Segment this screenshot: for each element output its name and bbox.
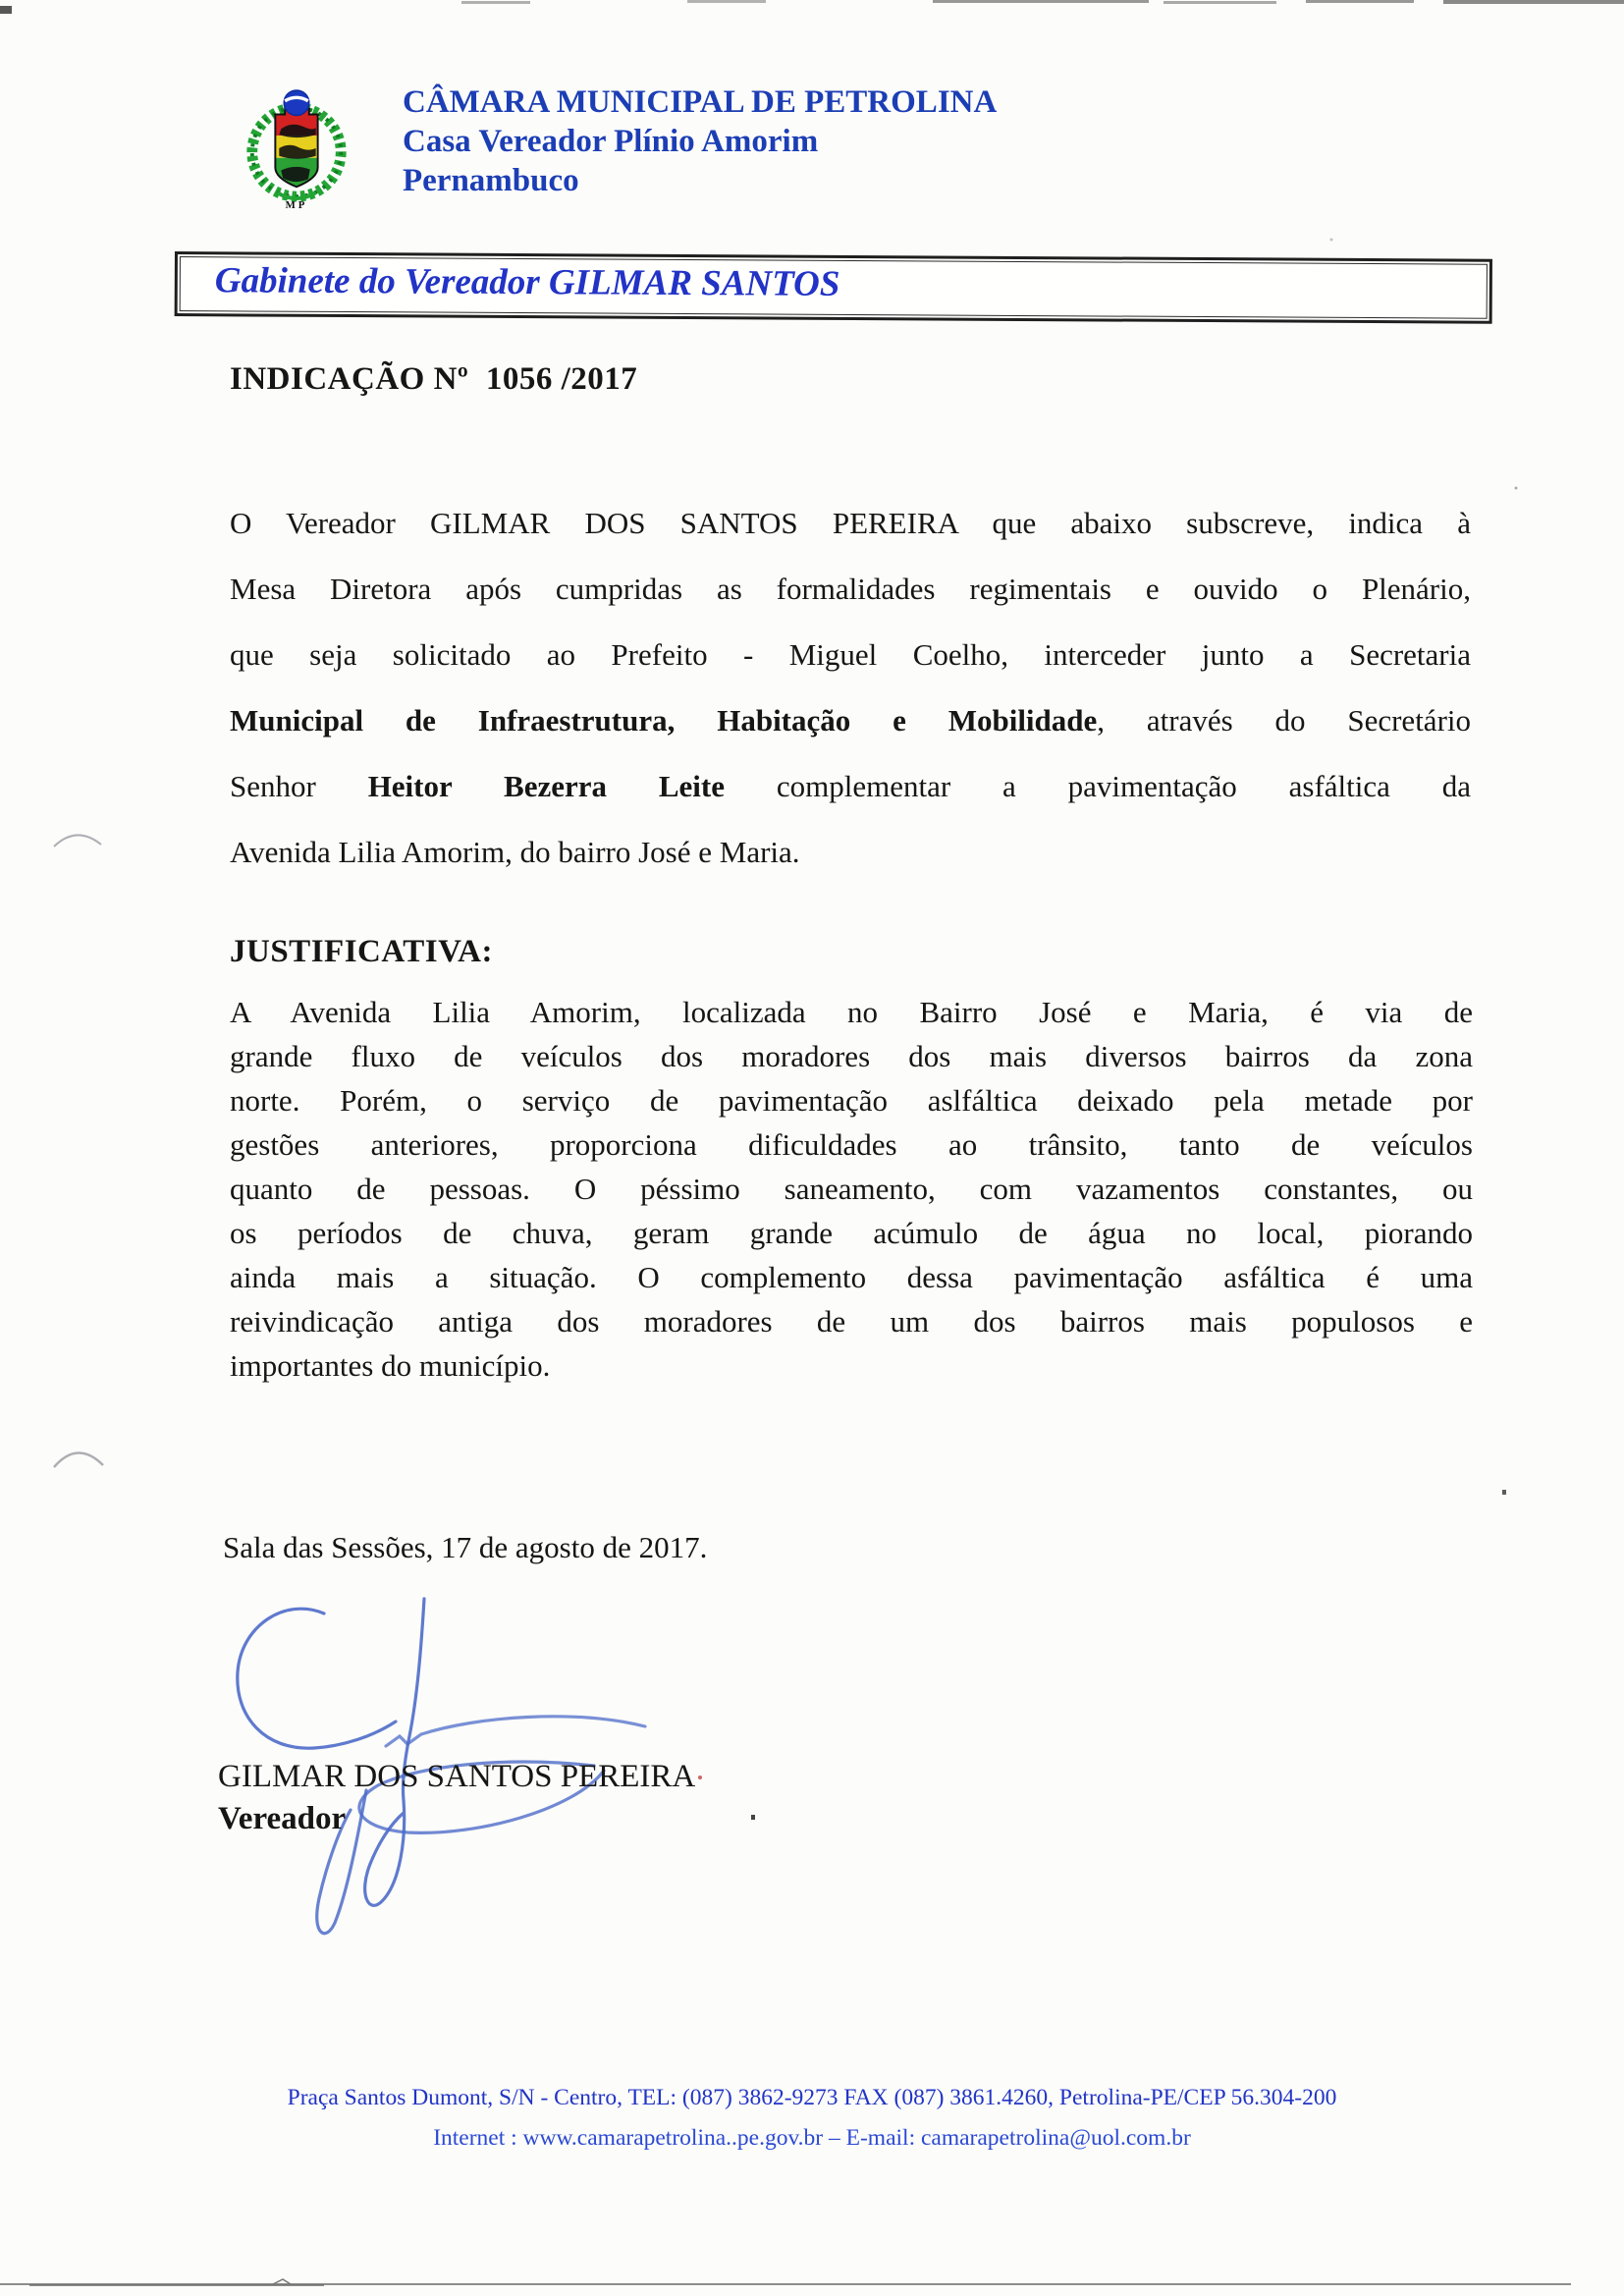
org-name: CÂMARA MUNICIPAL DE PETROLINA [403,84,998,120]
text-line: Senhor Heitor Bezerra Leite complementar a pavimentação asfáltica da [230,769,1472,803]
text-line: importantes do município. [230,1348,551,1383]
session-date-line: Sala das Sessões, 17 de agosto de 2017. [223,1530,708,1564]
document-title: INDICAÇÃO Nº 1056 /2017 [230,361,638,397]
text-line: norte. Porém, o serviço de pavimentação aslfáltica deixado pela metade por [230,1083,1473,1118]
text-line: O Vereador GILMAR DOS SANTOS PEREIRA que abaixo subscreve, indica à [230,506,1471,540]
text-line: grande fluxo de veículos dos moradores dos mais diversos bairros da zona [230,1039,1473,1073]
crest-monogram: MP [285,198,308,210]
text-line: Mesa Diretora após cumpridas as formalidades regimentais e ouvido o Plenário, [230,572,1471,606]
office-banner-label: Gabinete do Vereador GILMAR SANTOS [214,260,840,304]
left-margin-arc [54,835,101,847]
footer-contact-block [125,2078,1499,2159]
text-line: ainda mais a situação. O complemento dessa pavimentação asfáltica é uma [230,1260,1473,1294]
text-line: reivindicação antiga dos moradores de um dos bairros mais populosos e [230,1304,1473,1339]
justificativa-heading: JUSTIFICATIVA: [230,934,494,969]
signer-name: GILMAR DOS SANTOS PEREIRA [218,1759,696,1794]
text-line: A Avenida Lilia Amorim, localizada no Bairro José e Maria, é via de [230,995,1473,1029]
footer-address-line: Praça Santos Dumont, S/N - Centro, TEL: (087) 3862-9273 FAX (087) 3861.4260, Petrolina-PE/CEP 56.304-200 [287,2085,1337,2110]
body-paragraph-2 [230,990,1473,1388]
org-subtitle: Casa Vereador Plínio Amorim [403,124,819,159]
globe [284,90,309,116]
signer-role: Vereador [218,1801,347,1836]
body-paragraph-1 [230,490,1471,885]
document-header [0,0,1624,236]
footer-internet-line: Internet : www.camarapetrolina..pe.gov.br – E-mail: camarapetrolina@uol.com.br [433,2125,1191,2151]
coat-of-arms-logo [239,79,354,210]
left-margin-arc [54,1452,103,1467]
org-title-block [403,82,997,200]
text-line: que seja solicitado ao Prefeito - Miguel Coelho, interceder junto a Secretaria [230,637,1471,672]
office-banner-box [175,251,1492,324]
text-line: quanto de pessoas. O péssimo saneamento, com vazamentos constantes, ou [230,1172,1473,1206]
text-line: Avenida Lilia Amorim, do bairro José e Maria. [230,835,800,869]
org-state: Pernambuco [403,163,579,198]
text-line: gestões anteriores, proporciona dificuldades ao trânsito, tanto de veículos [230,1127,1473,1162]
text-line: Municipal de Infraestrutura, Habitação e Mobilidade, através do Secretário [230,703,1471,738]
text-line: os períodos de chuva, geram grande acúmulo de água no local, piorando [230,1216,1473,1250]
